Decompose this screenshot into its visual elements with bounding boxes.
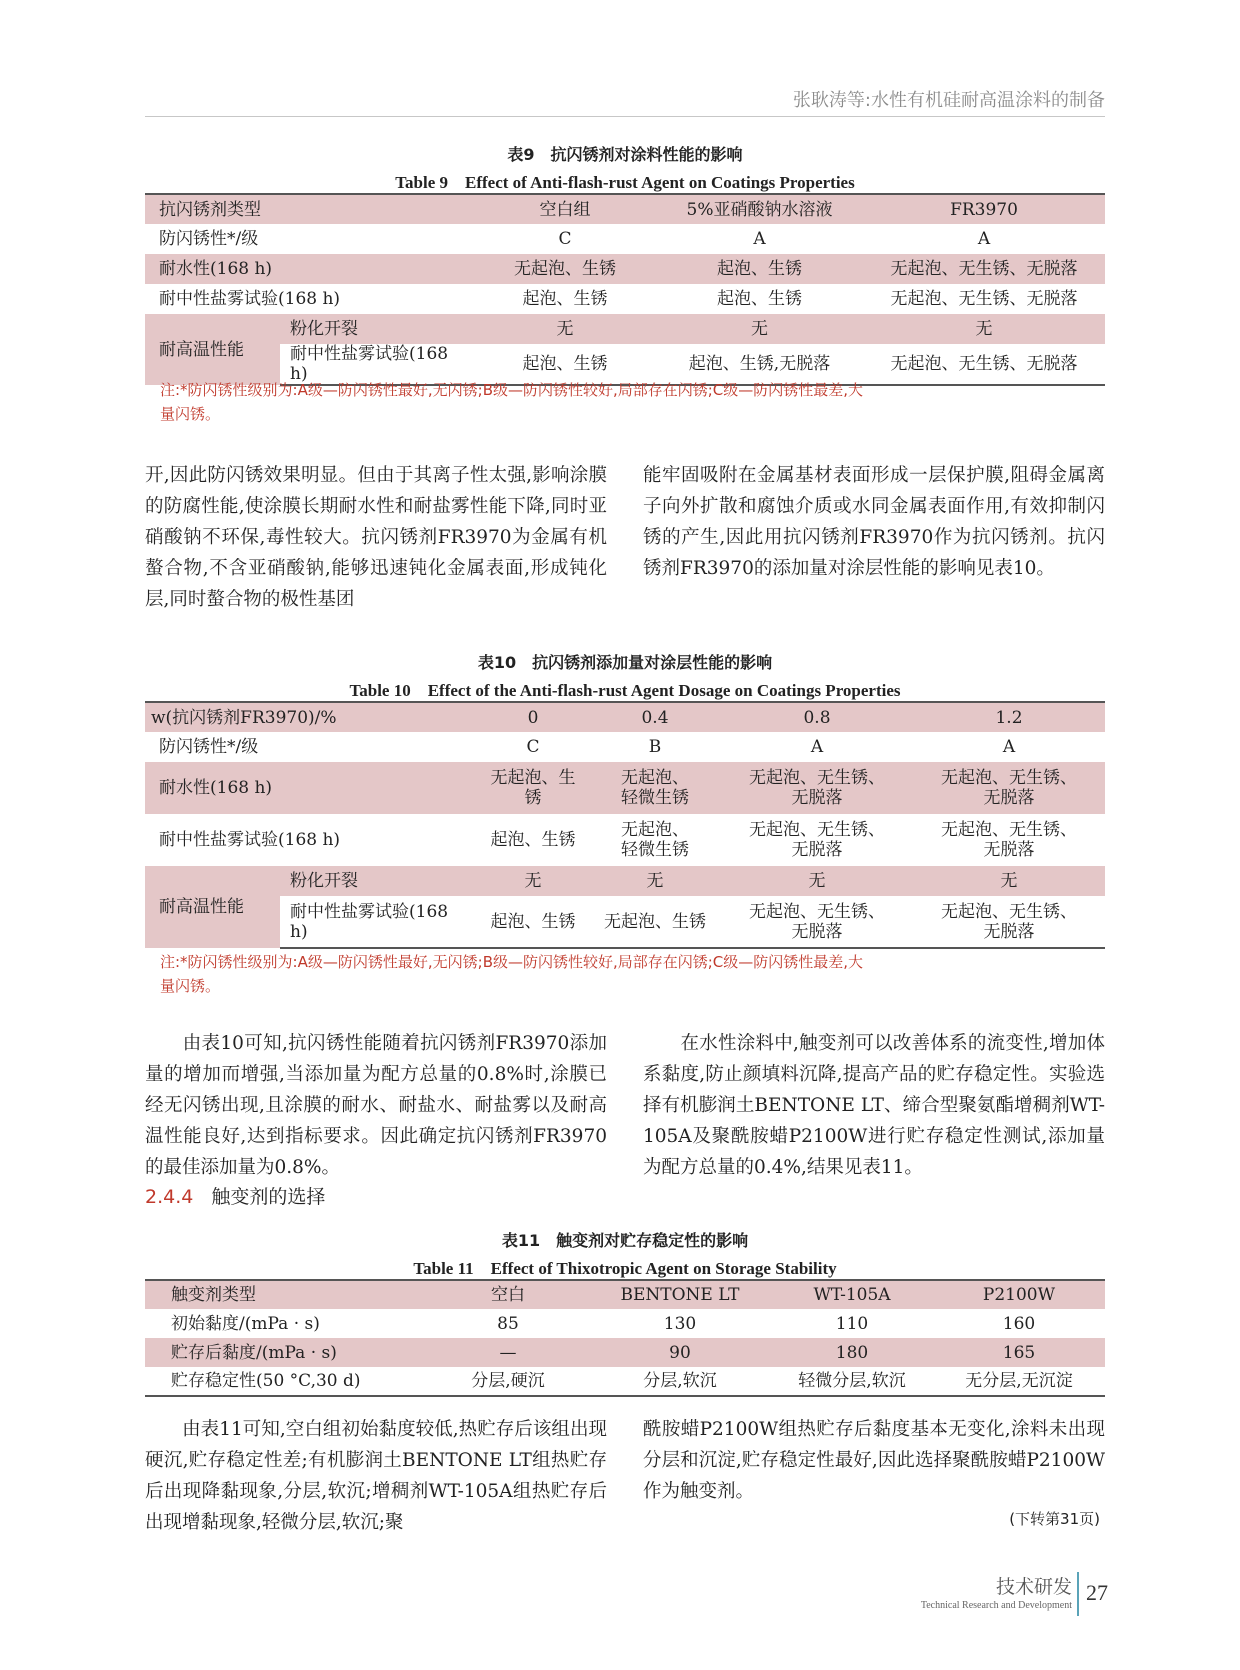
table-cell: 无起泡、无生锈、无脱落 bbox=[863, 254, 1105, 284]
table-cell: 无起泡、生锈 bbox=[589, 896, 721, 948]
table-cell: 无起泡、无生锈、无脱落 bbox=[863, 344, 1105, 385]
cell-line: 轻微生锈 bbox=[621, 840, 689, 860]
table9-note bbox=[160, 378, 1105, 426]
table-cell bbox=[721, 896, 913, 948]
table-header-cell: 触变剂类型 bbox=[145, 1280, 427, 1309]
table-cell: 无起泡、无生锈、无脱落 bbox=[890, 289, 1078, 309]
table-header-cell: 0.4 bbox=[589, 702, 721, 732]
table-cell: 初始黏度/(mPa · s) bbox=[171, 1313, 320, 1334]
table-row bbox=[145, 702, 1105, 732]
table-cell: 无起泡、生锈 bbox=[477, 762, 589, 814]
table-cell: 无 bbox=[656, 314, 863, 344]
cell-line: 无脱落 bbox=[983, 921, 1035, 942]
table-cell: 起泡、生锈 bbox=[522, 289, 608, 309]
footer-section-en: Technical Research and Development bbox=[920, 1600, 1072, 1611]
table-row bbox=[145, 762, 1105, 814]
section-heading bbox=[145, 1182, 325, 1209]
table-row bbox=[145, 732, 1105, 762]
table-cell: 分层,硬沉 bbox=[427, 1367, 589, 1396]
table-cell: 耐中性盐雾试验(168 h) bbox=[280, 344, 474, 385]
table-cell: 耐中性盐雾试验(168 h) bbox=[159, 289, 341, 309]
cell-line: 无起泡、无生锈、 bbox=[749, 768, 885, 788]
table-header-cell: 空白 bbox=[427, 1280, 589, 1309]
footer-divider bbox=[1077, 1572, 1079, 1616]
table-row bbox=[145, 254, 1105, 284]
table-row bbox=[145, 224, 1105, 254]
table-header-cell: 5%亚硝酸钠水溶液 bbox=[656, 194, 863, 224]
table-header-cell: WT-105A bbox=[771, 1280, 933, 1309]
table11 bbox=[145, 1279, 1105, 1397]
table-cell: 90 bbox=[589, 1338, 771, 1367]
footer-section-cn: 技术研发 bbox=[995, 1576, 1072, 1598]
section-title: 触变剂的选择 bbox=[211, 1186, 326, 1208]
table-group-cell: 耐高温性能 bbox=[145, 866, 280, 948]
table-cell bbox=[721, 762, 913, 814]
table-row bbox=[145, 314, 1105, 344]
continued-note: (下转第31页) bbox=[1009, 1510, 1100, 1528]
table-cell: 耐水性(168 h) bbox=[145, 254, 474, 284]
table-cell: A bbox=[1002, 737, 1016, 757]
body-text-left-2: 由表10可知,抗闪锈性能随着抗闪锈剂FR3970添加量的增加而增强,当添加量为配方总量的0.8%时,涂膜已经无闪锈出现,且涂膜的耐水、耐盐水、耐盐雾以及耐高温性能良好,达到指标要求。因此确定抗闪锈剂FR3970的最佳添加量为0.8%。 bbox=[145, 1033, 607, 1178]
table-cell: 130 bbox=[663, 1313, 697, 1334]
table-cell: 轻微分层,软沉 bbox=[771, 1367, 933, 1396]
table-cell: 无 bbox=[474, 314, 656, 344]
table9-caption-en: Table 9 Effect of Anti-flash-rust Agent on Coatings Properties bbox=[395, 173, 855, 192]
table-cell: A bbox=[753, 229, 766, 249]
table-row bbox=[145, 866, 1105, 896]
table-row bbox=[145, 194, 1105, 224]
cell-line: 无起泡、无生锈、 bbox=[941, 768, 1077, 788]
table-cell: 防闪锈性*/级 bbox=[159, 229, 259, 249]
table-header-cell: BENTONE LT bbox=[589, 1280, 771, 1309]
table-cell: 无 bbox=[863, 314, 1105, 344]
body-text-right-3: 酰胺蜡P2100W组热贮存后黏度基本无变化,涂料未出现分层和沉淀,贮存稳定性最好,因此选择聚酰胺蜡P2100W作为触变剂。 bbox=[643, 1419, 1105, 1502]
cell-line: 无起泡、无生锈、 bbox=[941, 820, 1077, 840]
table-row bbox=[145, 1338, 1105, 1367]
table-header-cell: 0.8 bbox=[721, 702, 913, 732]
table-cell: C bbox=[526, 737, 540, 757]
table-cell bbox=[913, 896, 1105, 948]
table-header-cell: 空白组 bbox=[474, 194, 656, 224]
table-cell: 耐水性(168 h) bbox=[145, 762, 477, 814]
table-cell: 耐中性盐雾试验(168 h) bbox=[280, 896, 477, 948]
note-line: 量闪锈。 bbox=[160, 405, 221, 423]
table-cell: C bbox=[558, 229, 572, 249]
body-text-left-3: 由表11可知,空白组初始黏度较低,热贮存后该组出现硬沉,贮存稳定性差;有机膨润土BENTONE LT组热贮存后出现降黏现象,分层,软沉;增稠剂WT-105A组热贮存后出现增黏现象,轻微分层,软沉;聚 bbox=[145, 1419, 607, 1533]
cell-line: 轻微生锈 bbox=[621, 788, 689, 808]
table-cell: 防闪锈性*/级 bbox=[159, 737, 259, 757]
table-cell: 160 bbox=[1002, 1313, 1036, 1334]
cell-line: 无起泡、无生锈、 bbox=[749, 901, 885, 922]
table-cell bbox=[589, 814, 721, 866]
table-header-cell: P2100W bbox=[933, 1280, 1105, 1309]
running-title: 张耿涛等:水性有机硅耐高温涂料的制备 bbox=[792, 90, 1105, 111]
cell-line: 无脱落 bbox=[791, 840, 843, 860]
table-row bbox=[145, 284, 1105, 314]
page-number: 27 bbox=[1086, 1580, 1108, 1605]
table-cell: 无 bbox=[477, 866, 589, 896]
table10 bbox=[145, 701, 1105, 949]
note-line: 量闪锈。 bbox=[160, 977, 221, 995]
table-header-cell: FR3970 bbox=[863, 194, 1105, 224]
table-cell: 180 bbox=[771, 1338, 933, 1367]
table-row bbox=[145, 896, 1105, 948]
table-cell: 85 bbox=[497, 1313, 519, 1334]
table-cell: 起泡、生锈 bbox=[656, 254, 863, 284]
table-cell: 165 bbox=[933, 1338, 1105, 1367]
cell-line: 无脱落 bbox=[983, 840, 1035, 860]
table-header-cell: w(抗闪锈剂FR3970)/% bbox=[145, 702, 477, 732]
body-text-right-1: 能牢固吸附在金属基材表面形成一层保护膜,阻碍金属离子向外扩散和腐蚀介质或水同金属表面作用,有效抑制闪锈的产生,因此用抗闪锈剂FR3970作为抗闪锈剂。抗闪锈剂FR3970的添加量对涂层性能的影响见表10。 bbox=[643, 465, 1105, 579]
table-cell: 无 bbox=[721, 866, 913, 896]
note-line: 注:*防闪锈性级别为:A级—防闪锈性最好,无闪锈;B级—防闪锈性较好,局部存在闪锈;C级—防闪锈性最差,大 bbox=[160, 953, 864, 971]
cell-line: 无起泡、 bbox=[621, 768, 689, 788]
body-text-left-1: 开,因此防闪锈效果明显。但由于其离子性太强,影响涂膜的防腐性能,使涂膜长期耐水性和耐盐雾性能下降,同时亚硝酸钠不环保,毒性较大。抗闪锈剂FR3970为金属有机螯合物,不含亚硝酸钠,能够迅速钝化金属表面,形成钝化层,同时螯合物的极性基团 bbox=[145, 465, 607, 610]
table9 bbox=[145, 193, 1105, 386]
table-cell: B bbox=[648, 737, 662, 757]
table-cell: 无分层,无沉淀 bbox=[933, 1367, 1105, 1396]
table-cell: 起泡、生锈 bbox=[490, 830, 576, 850]
table10-caption-en: Table 10 Effect of the Anti-flash-rust Agent Dosage on Coatings Properties bbox=[349, 681, 901, 700]
table-row bbox=[145, 1280, 1105, 1309]
table10-note bbox=[160, 950, 1105, 998]
table-cell: 起泡、生锈 bbox=[477, 896, 589, 948]
table-cell: 无 bbox=[589, 866, 721, 896]
cell-line: 无脱落 bbox=[791, 788, 843, 808]
table-cell: 无 bbox=[913, 866, 1105, 896]
table-row bbox=[145, 1309, 1105, 1338]
table-header-cell: 1.2 bbox=[913, 702, 1105, 732]
table9-caption-cn: 表9 抗闪锈剂对涂料性能的影响 bbox=[507, 145, 743, 164]
table-cell: 粉化开裂 bbox=[280, 314, 474, 344]
table-cell: 起泡、生锈,无脱落 bbox=[656, 344, 863, 385]
table-cell: 贮存稳定性(50 °C,30 d) bbox=[145, 1367, 427, 1396]
table-cell bbox=[913, 762, 1105, 814]
cell-line: 无起泡、无生锈、 bbox=[941, 901, 1077, 922]
table-cell: 粉化开裂 bbox=[280, 866, 477, 896]
table-row bbox=[145, 1367, 1105, 1396]
table-header-cell: 抗闪锈剂类型 bbox=[145, 194, 474, 224]
cell-line: 无起泡、 bbox=[621, 820, 689, 840]
table-cell: A bbox=[810, 737, 824, 757]
table-cell: 110 bbox=[835, 1313, 869, 1334]
table-header-cell: 0 bbox=[477, 702, 589, 732]
table-cell: — bbox=[427, 1338, 589, 1367]
table-cell bbox=[589, 762, 721, 814]
table-cell: 贮存后黏度/(mPa · s) bbox=[145, 1338, 427, 1367]
table-cell: 起泡、生锈 bbox=[717, 289, 802, 309]
table-row bbox=[145, 814, 1105, 866]
cell-line: 无起泡、无生锈、 bbox=[749, 820, 885, 840]
cell-line: 无脱落 bbox=[791, 921, 843, 942]
table11-caption-cn: 表11 触变剂对贮存稳定性的影响 bbox=[501, 1231, 749, 1250]
table11-caption-en: Table 11 Effect of Thixotropic Agent on Storage Stability bbox=[413, 1259, 837, 1278]
note-line: 注:*防闪锈性级别为:A级—防闪锈性最好,无闪锈;B级—防闪锈性较好,局部存在闪锈;C级—防闪锈性最差,大 bbox=[160, 381, 864, 399]
table-cell: 无起泡、生锈 bbox=[474, 254, 656, 284]
table-cell: A bbox=[977, 229, 991, 249]
table-cell: 耐中性盐雾试验(168 h) bbox=[159, 830, 341, 850]
section-number: 2.4.4 bbox=[145, 1186, 194, 1208]
table-cell bbox=[721, 814, 913, 866]
table-cell: 起泡、生锈 bbox=[474, 344, 656, 385]
table10-caption-cn: 表10 抗闪锈剂添加量对涂层性能的影响 bbox=[477, 653, 773, 672]
body-text-right-2: 在水性涂料中,触变剂可以改善体系的流变性,增加体系黏度,防止颜填料沉降,提高产品的贮存稳定性。实验选择有机膨润土BENTONE LT、缔合型聚氨酯增稠剂WT-105A及聚酰胺蜡P2100W进行贮存稳定性测试,添加量为配方总量的0.4%,结果见表11。 bbox=[643, 1033, 1105, 1178]
cell-line: 无脱落 bbox=[983, 788, 1035, 808]
table-cell bbox=[913, 814, 1105, 866]
table-group-cell: 耐高温性能 bbox=[145, 314, 280, 385]
running-header bbox=[145, 80, 1105, 117]
table-cell: 分层,软沉 bbox=[589, 1367, 771, 1396]
